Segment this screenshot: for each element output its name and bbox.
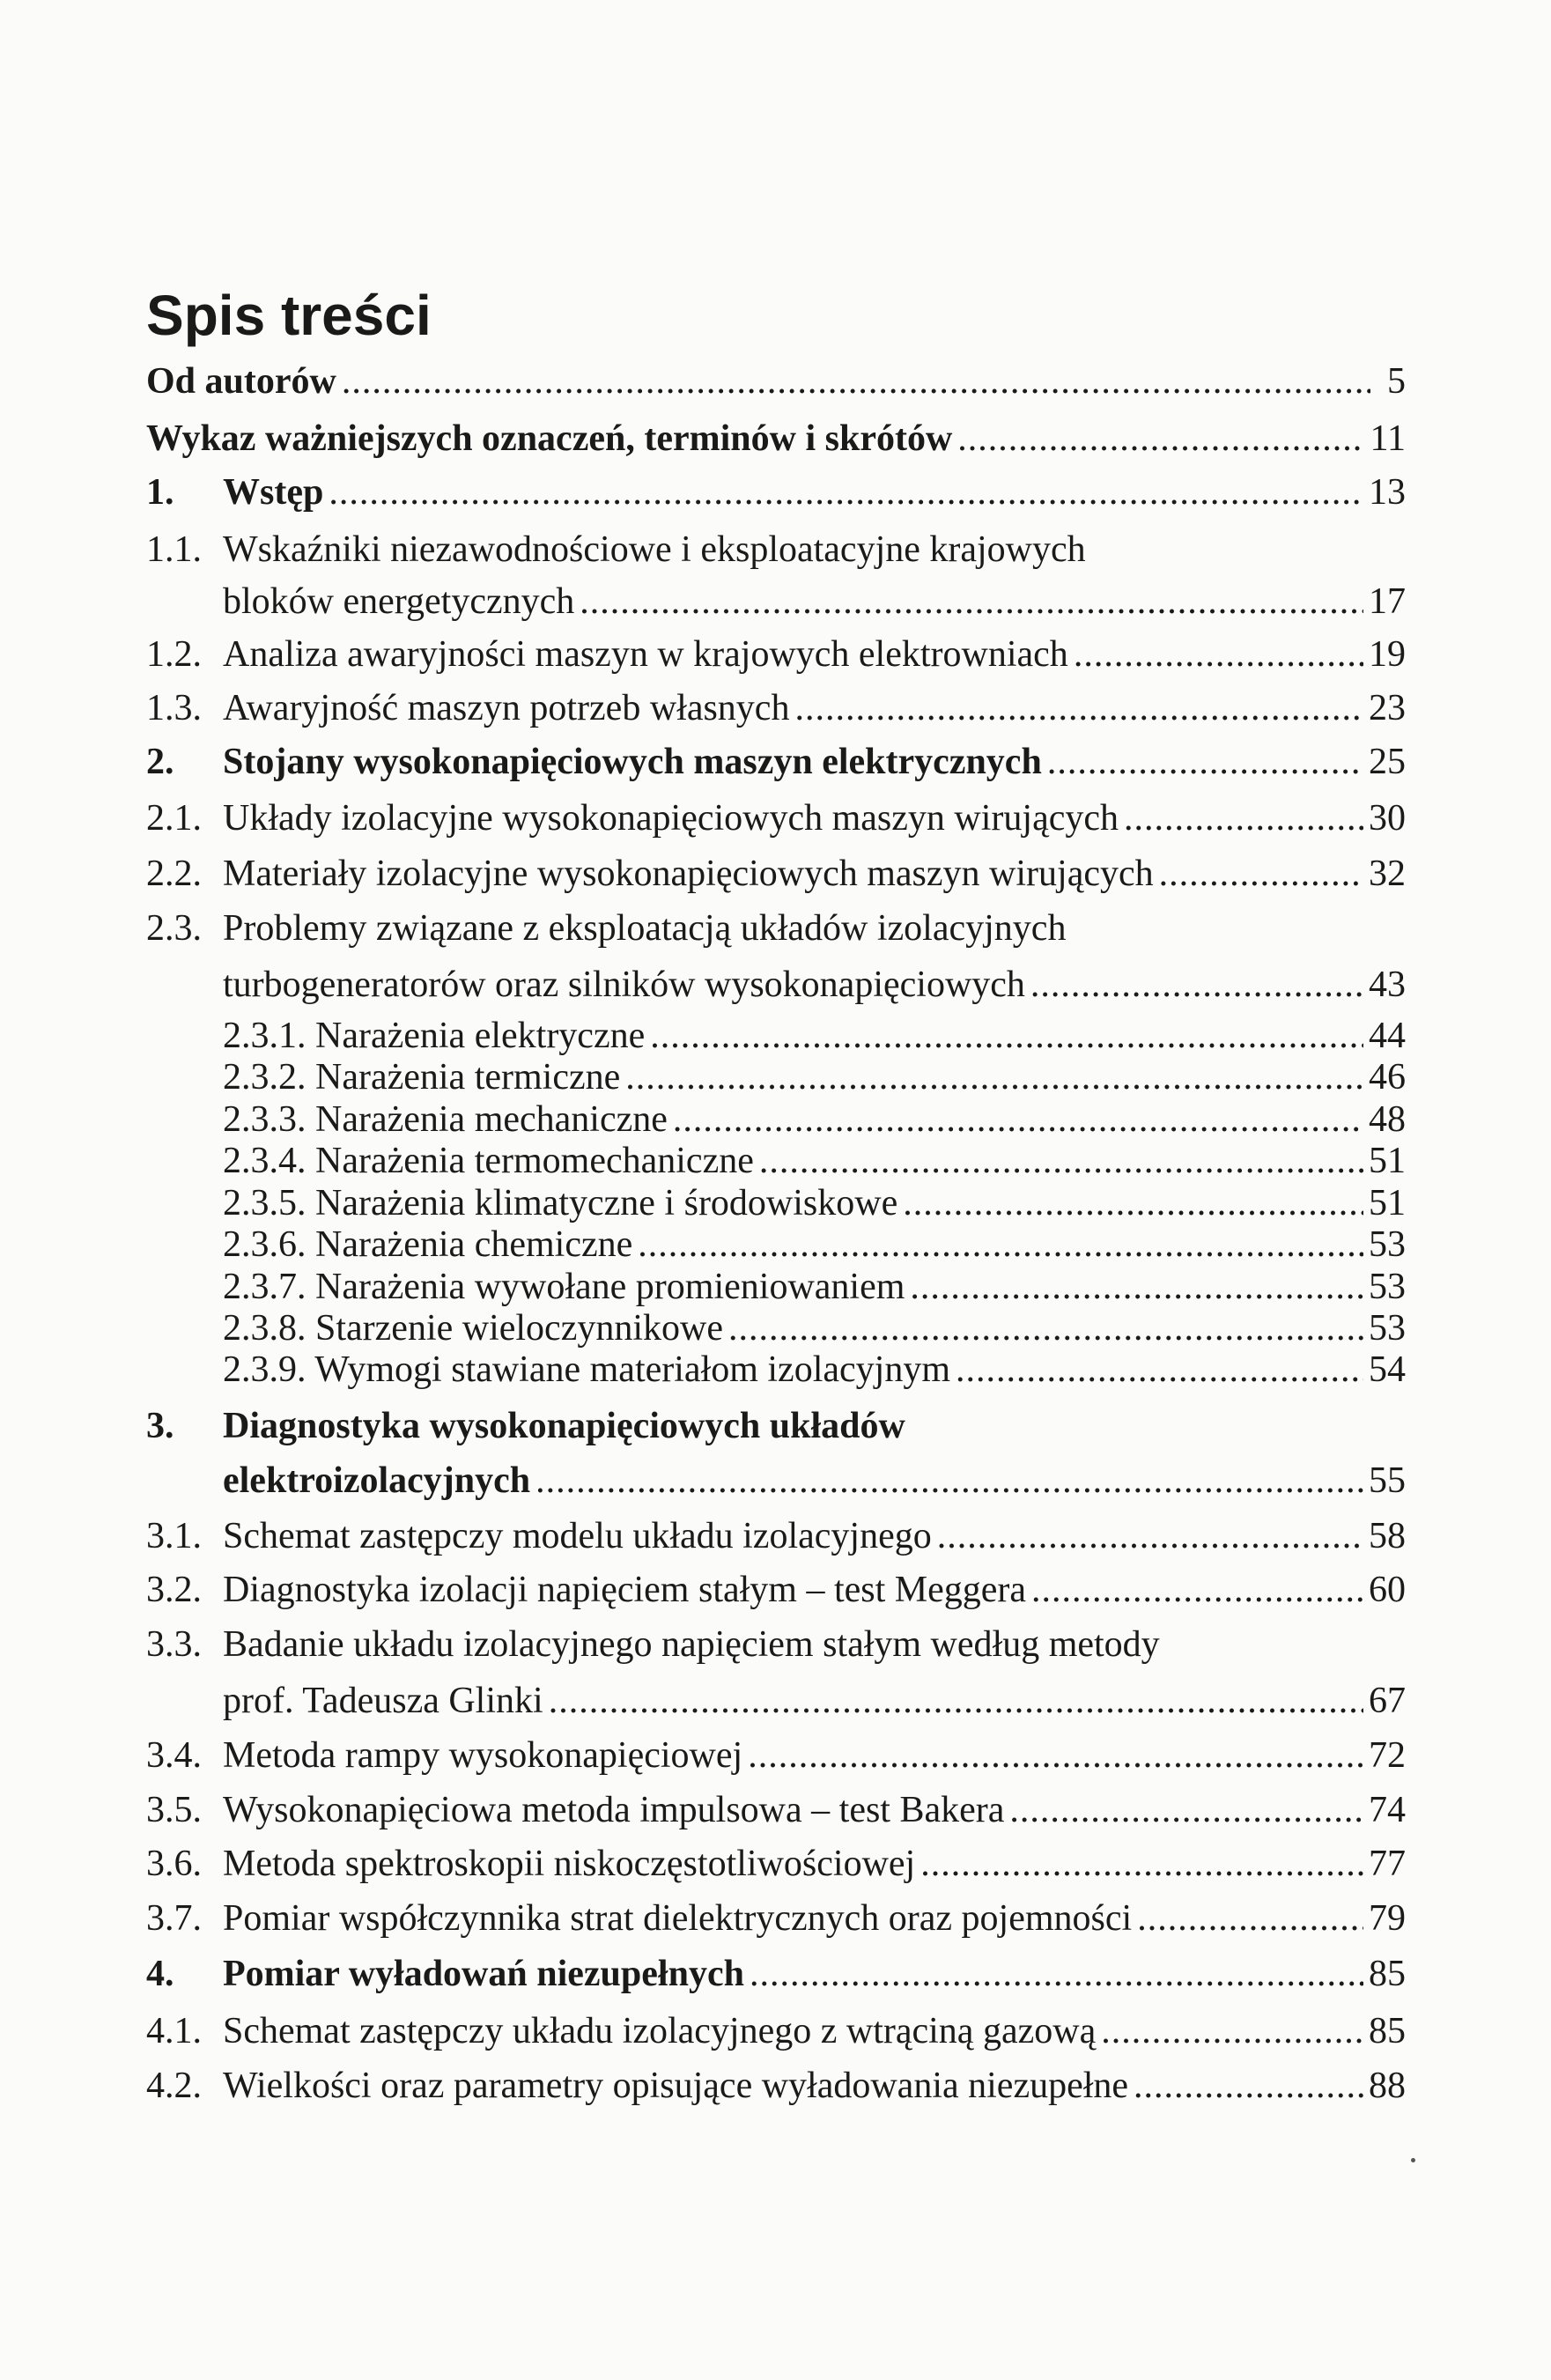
toc-entry-title: Pomiar wyładowań niezupełnych	[223, 1954, 744, 1994]
toc-page-number: 79	[1369, 1898, 1406, 1939]
toc-entry-title: 2.3.1. Narażenia elektryczne	[223, 1016, 646, 1056]
toc-entry-title: Od autorów	[146, 361, 336, 402]
toc-entry-title: Wykaz ważniejszych oznaczeń, terminów i skrótów	[146, 418, 953, 459]
toc-page-number: 11	[1370, 418, 1406, 459]
toc-page-number: 23	[1369, 688, 1406, 728]
toc-entry-title: 2.3.3. Narażenia mechaniczne	[223, 1099, 668, 1140]
toc-entry-title: turbogeneratorów oraz silników wysokonapięciowych	[223, 965, 1025, 1005]
toc-entry-number: 1.2.	[146, 634, 202, 675]
dot-leader	[1074, 630, 1363, 679]
toc-entry-number: 3.6.	[146, 1844, 202, 1884]
toc-page-number: 77	[1369, 1844, 1406, 1884]
toc-entry-number: 1.	[146, 472, 174, 513]
toc-entry-title: Metoda spektroskopii niskoczęstotliwościowej	[223, 1844, 916, 1884]
dot-leader	[549, 1676, 1363, 1726]
toc-page-number: 5	[1387, 361, 1406, 402]
toc-entry-number: 4.	[146, 1954, 174, 1994]
toc-entry-number: 3.1.	[146, 1516, 202, 1556]
toc-page-number: 17	[1369, 581, 1406, 622]
toc-entry-title: Pomiar współczynnika strat dielektrycznych oraz pojemności	[223, 1898, 1133, 1939]
toc-entry-title: prof. Tadeusza Glinki	[223, 1681, 543, 1721]
dot-leader	[956, 1345, 1363, 1394]
toc-entry-title: 2.3.4. Narażenia termomechaniczne	[223, 1141, 754, 1181]
toc-page-number: 72	[1369, 1735, 1406, 1776]
dot-leader	[1009, 1785, 1363, 1835]
toc-page-number: 32	[1369, 854, 1406, 894]
toc-entry-title: elektroizolacyjnych	[223, 1460, 531, 1501]
toc-entry-title: 2.3.6. Narażenia chemiczne	[223, 1224, 633, 1265]
toc-entry-number: 3.3.	[146, 1624, 202, 1665]
dot-leader	[1134, 2061, 1363, 2110]
toc-page-number: 54	[1369, 1349, 1406, 1390]
toc-entry-title: Materiały izolacyjne wysokonapięciowych maszyn wirujących	[223, 854, 1154, 894]
toc-entry-title: Układy izolacyjne wysokonapięciowych maszyn wirujących	[223, 798, 1119, 839]
toc-page-number: 46	[1369, 1057, 1406, 1098]
toc-entry-number: 4.1.	[146, 2011, 202, 2051]
toc-page-number: 48	[1369, 1099, 1406, 1140]
toc-entry-title-line: Badanie układu izolacyjnego napięciem stałym według metody	[223, 1624, 1160, 1665]
dot-leader	[1159, 849, 1363, 898]
dot-leader	[1101, 2007, 1363, 2056]
toc-entry-title: Wielkości oraz parametry opisujące wyładowania niezupełne	[223, 2066, 1129, 2106]
toc-page-number: 60	[1369, 1570, 1406, 1610]
toc-entry-title: Schemat zastępczy układu izolacyjnego z wtrąciną gazową	[223, 2011, 1097, 2051]
toc-entry-title: 2.3.9. Wymogi stawiane materiałom izolacyjnym	[223, 1349, 950, 1390]
dot-leader	[937, 1512, 1363, 1561]
toc-entry-title: Stojany wysokonapięciowych maszyn elektrycznych	[223, 742, 1042, 782]
dot-leader	[342, 357, 1370, 406]
dot-leader	[794, 684, 1363, 733]
toc-page-number: 51	[1369, 1141, 1406, 1181]
toc-page-number: 58	[1369, 1516, 1406, 1556]
dot-leader	[920, 1839, 1363, 1888]
toc-page-number: 25	[1369, 742, 1406, 782]
dot-leader	[1124, 794, 1363, 843]
toc-entry-title: 2.3.7. Narażenia wywołane promieniowaniem	[223, 1267, 905, 1307]
toc-entry-number: 2.1.	[146, 798, 202, 839]
toc-page-number: 74	[1369, 1790, 1406, 1830]
ink-mark	[1411, 2158, 1415, 2162]
toc-page-number: 55	[1369, 1460, 1406, 1501]
dot-leader	[748, 1731, 1363, 1780]
toc-entry-title: Awaryjność maszyn potrzeb własnych	[223, 688, 790, 728]
page-title: Spis treści	[146, 284, 432, 347]
toc-entry-title: 2.3.2. Narażenia termiczne	[223, 1057, 621, 1098]
toc-entry-number: 3.	[146, 1406, 174, 1446]
toc-entry-number: 3.7.	[146, 1898, 202, 1939]
toc-entry-number: 1.1.	[146, 529, 202, 570]
toc-entry-title: 2.3.5. Narażenia klimatyczne i środowiskowe	[223, 1183, 898, 1223]
toc-page-number: 53	[1369, 1224, 1406, 1265]
toc-entry-title: Wysokonapięciowa metoda impulsowa – test Bakera	[223, 1790, 1005, 1830]
dot-leader	[329, 468, 1363, 517]
toc-entry-title-line: Wskaźniki niezawodnościowe i eksploatacyjne krajowych	[223, 529, 1086, 570]
toc-page-number: 85	[1369, 1954, 1406, 1994]
toc-page-number: 44	[1369, 1016, 1406, 1056]
toc-page-number: 53	[1369, 1267, 1406, 1307]
toc-entry-number: 4.2.	[146, 2066, 202, 2106]
toc-page-number: 67	[1369, 1681, 1406, 1721]
toc-entry-title: Metoda rampy wysokonapięciowej	[223, 1735, 743, 1776]
toc-entry-title: 2.3.8. Starzenie wieloczynnikowe	[223, 1308, 723, 1349]
toc-entry-title: Wstęp	[223, 472, 324, 513]
toc-page-number: 43	[1369, 965, 1406, 1005]
dot-leader	[957, 414, 1364, 463]
toc-page-number: 30	[1369, 798, 1406, 839]
dot-leader	[1030, 960, 1363, 1009]
toc-page-number: 19	[1369, 634, 1406, 675]
toc-entry-title-line: Diagnostyka wysokonapięciowych układów	[223, 1406, 905, 1446]
toc-entry-number: 1.3.	[146, 688, 202, 728]
toc-page-number: 13	[1369, 472, 1406, 513]
toc-entry-title-line: Problemy związane z eksploatacją układów izolacyjnych	[223, 908, 1067, 949]
toc-entry-number: 2.3.	[146, 908, 202, 949]
toc-entry-number: 3.4.	[146, 1735, 202, 1776]
toc-entry-number: 2.	[146, 742, 174, 782]
toc-entry-title: Analiza awaryjności maszyn w krajowych elektrowniach	[223, 634, 1068, 675]
toc-entry-title: bloków energetycznych	[223, 581, 575, 622]
toc-entry-number: 3.2.	[146, 1570, 202, 1610]
toc-entry-title: Schemat zastępczy modelu układu izolacyjnego	[223, 1516, 932, 1556]
toc-entry-number: 2.2.	[146, 854, 202, 894]
dot-leader	[580, 577, 1363, 626]
toc-entry-title: Diagnostyka izolacji napięciem stałym – test Meggera	[223, 1570, 1027, 1610]
toc-entry-number: 3.5.	[146, 1790, 202, 1830]
dot-leader	[535, 1456, 1363, 1505]
dot-leader	[1137, 1894, 1363, 1943]
dot-leader	[1031, 1565, 1363, 1615]
toc-page-number: 88	[1369, 2066, 1406, 2106]
dot-leader	[750, 1949, 1363, 1999]
dot-leader	[1047, 737, 1363, 787]
toc-page-number: 85	[1369, 2011, 1406, 2051]
toc-page-number: 51	[1369, 1183, 1406, 1223]
toc-page-number: 53	[1369, 1308, 1406, 1349]
